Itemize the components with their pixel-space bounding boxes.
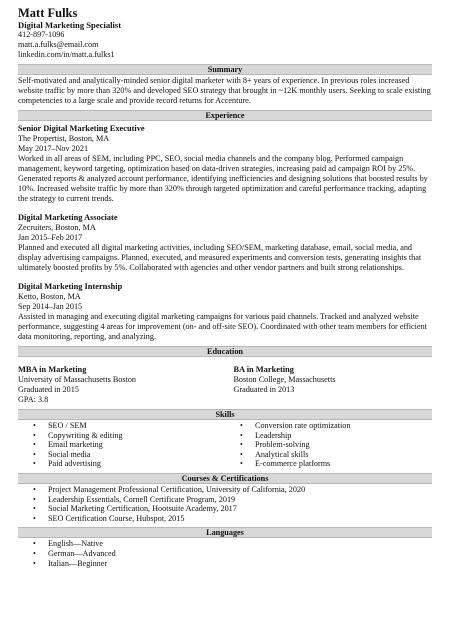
skill-item: • Analytical skills: [255, 450, 432, 460]
job-description: Planned and executed all digital marketing activities, including SEO/SEM, marketing database, email, social media, and display advertising campaigns. Planned, executed, and measured experiments and conversion tests, generating insights that ultimately boosted profits by 5%. Collaborated with agencies and other vendor partners and built strong relationships.: [18, 243, 422, 272]
graduation-year: Graduated in 2013: [233, 385, 295, 394]
education-entry: [18, 365, 233, 405]
linkedin-url: linkedin.com/in/matt.a.fulks1: [18, 50, 115, 59]
experience-heading: Experience: [18, 110, 432, 121]
education-entry: [233, 365, 432, 405]
summary-heading: Summary: [18, 64, 432, 75]
skills-column-right: [225, 421, 432, 469]
skills-column-left: [18, 421, 225, 469]
job-title: Digital Marketing Internship: [18, 282, 123, 291]
skills-heading: Skills: [18, 409, 432, 420]
skill-item: • E-commerce platforms: [255, 459, 432, 469]
language-item: • German—Advanced: [48, 549, 432, 559]
skill-item: • Copywriting & editing: [48, 431, 225, 441]
skill-item: • Leadership: [255, 431, 432, 441]
email-address: matt.a.fulks@email.com: [18, 40, 99, 49]
job-title: Senior Digital Marketing Executive: [18, 124, 145, 133]
school-name: Boston College, Massachusetts: [233, 375, 336, 384]
language-item: • Italian—Beginner: [48, 559, 432, 569]
courses-list: [18, 485, 432, 523]
course-item: • Project Management Professional Certification, University of California, 2020: [48, 485, 432, 495]
skill-item: • Social media: [48, 450, 225, 460]
skill-item: • Problem-solving: [255, 440, 432, 450]
phone-number: 412-897-1096: [18, 30, 65, 39]
education-list: [18, 365, 432, 405]
courses-heading: Courses & Certifications: [18, 473, 432, 484]
languages-list: [18, 539, 432, 568]
course-item: • Social Marketing Certification, Hootsuite Academy, 2017: [48, 504, 432, 514]
job-dates: Jan 2015–Feb 2017: [18, 233, 83, 242]
job-entry: [18, 213, 432, 273]
job-description: Worked in all areas of SEM, including PPC, SEO, social media channels and the company blog. Performed campaign management, keyword targeting, optimization based on data-driven strategies, increasing paid ad campaign ROI by 25%. Generated reports & analyzed account performance, identifying inefficiencies and designing solutions that boosted results by 10%. Increased website traffic by more than 320% through targeted optimization and careful performance tracking, adapting the strategy to current trends.: [18, 154, 428, 203]
job-entry: [18, 124, 432, 204]
job-company: Ketto, Boston, MA: [18, 292, 81, 301]
education-heading: Education: [18, 346, 432, 357]
job-dates: Sep 2014–Jan 2015: [18, 302, 83, 311]
job-dates: May 2017–Nov 2021: [18, 144, 89, 153]
course-item: • Leadership Essentials, Cornell Certificate Program, 2019: [48, 495, 432, 505]
school-name: University of Massachusetts Boston: [18, 375, 137, 384]
graduation-year: Graduated in 2015: [18, 385, 79, 394]
skill-item: • Email marketing: [48, 440, 225, 450]
skill-item: • Paid advertising: [48, 459, 225, 469]
job-description: Assisted in managing and executing digital marketing campaigns for various paid channels. Tracked and analyzed website performance, suggesting 4 areas for improvement (on- and off-site SEO). Coordinated with other team members for efficient data monitoring, reporting, and analyzing.: [18, 312, 427, 341]
languages-heading: Languages: [18, 527, 432, 538]
degree-title: BA in Marketing: [233, 365, 294, 374]
resume-header: [18, 6, 432, 60]
skill-item: • Conversion rate optimization: [255, 421, 432, 431]
skills-list: [18, 421, 432, 469]
candidate-name: Matt Fulks: [18, 6, 78, 20]
language-item: • English—Native: [48, 539, 432, 549]
job-company: The Propertist, Boston, MA: [18, 134, 110, 143]
job-entry: [18, 282, 432, 342]
candidate-role: Digital Marketing Specialist: [18, 20, 122, 30]
degree-title: MBA in Marketing: [18, 365, 87, 374]
summary-text: Self-motivated and analytically-minded senior digital marketer with 8+ years of experience. In previous roles increased website traffic by more than 320% and developed SEO strategy that brought in ~12K monthly users. Seeking to scale existing competencies to a large scale and provide record returns for Accenture.: [18, 76, 431, 105]
job-company: Zecruiters, Boston, MA: [18, 223, 96, 232]
course-item: • SEO Certification Course, Hubspot, 2015: [48, 514, 432, 524]
skill-item: • SEO / SEM: [48, 421, 225, 431]
job-title: Digital Marketing Associate: [18, 213, 118, 222]
gpa: GPA: 3.8: [18, 395, 49, 404]
